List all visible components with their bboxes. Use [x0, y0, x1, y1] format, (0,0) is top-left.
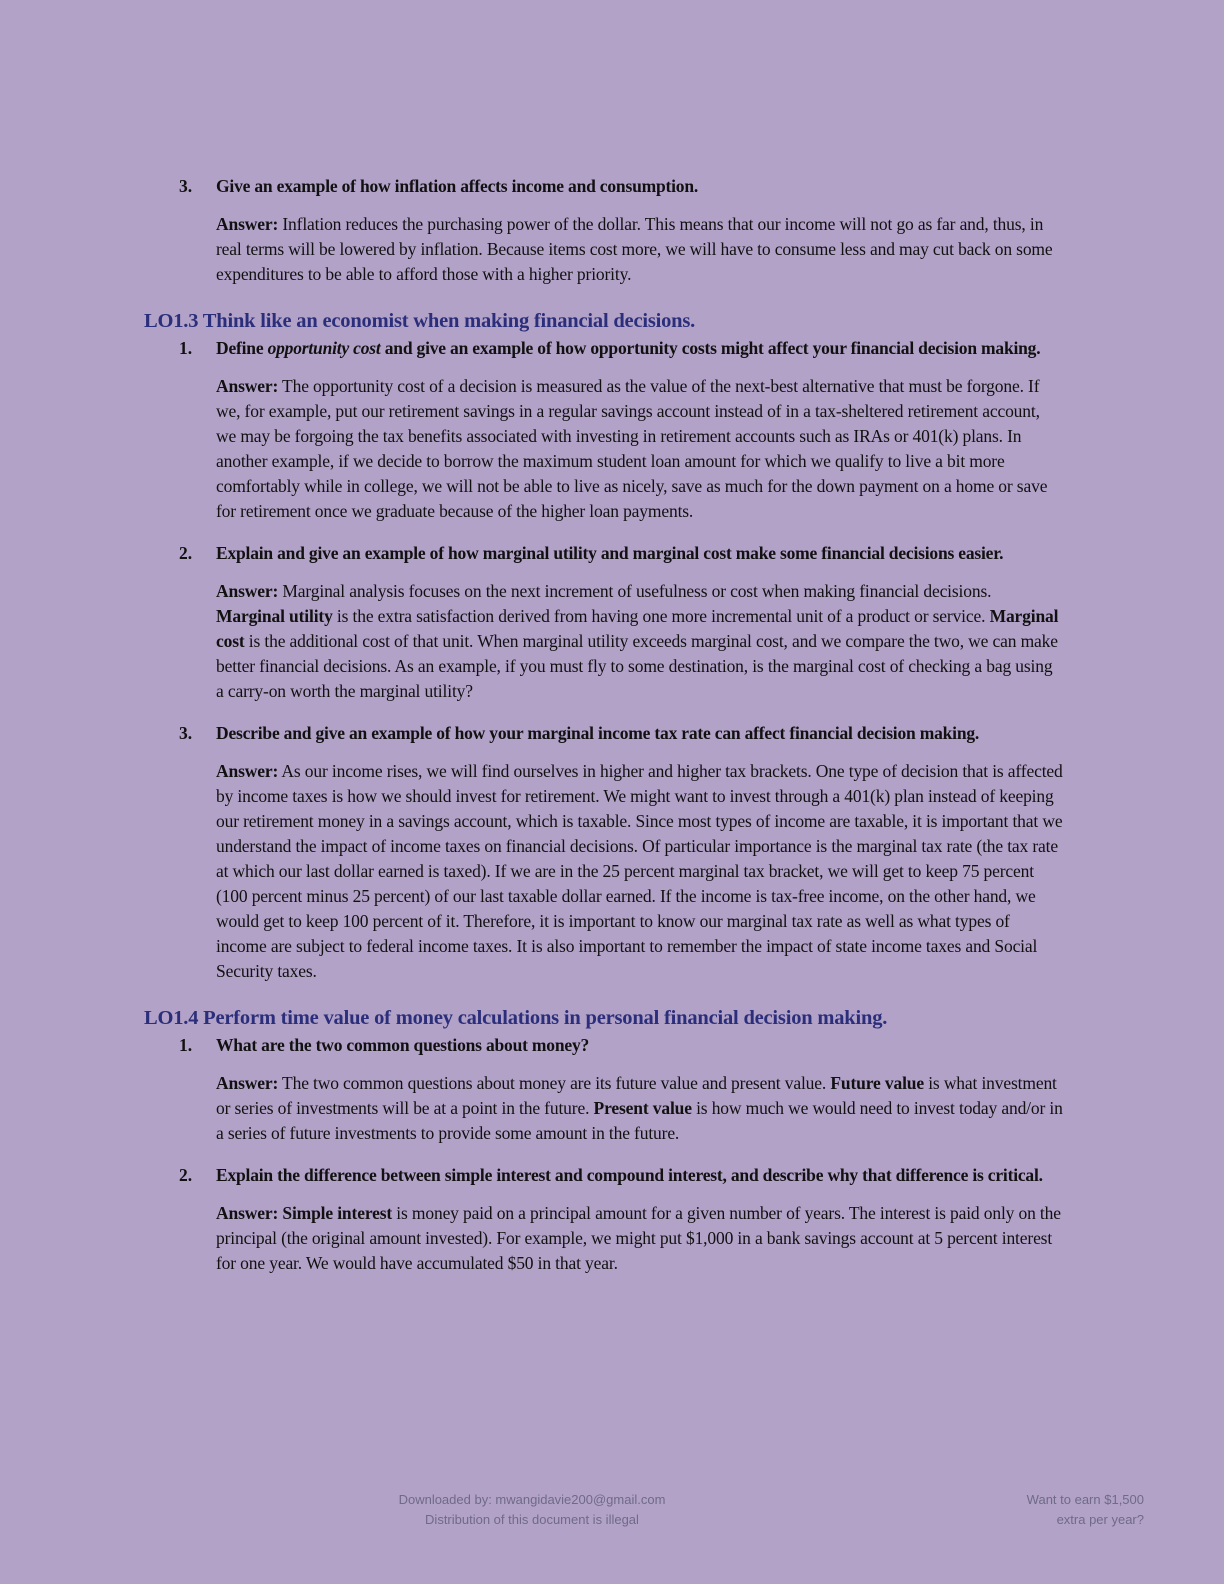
answer-term: Present value	[593, 1098, 692, 1118]
answer-body: is the extra satisfaction derived from having one more incremental unit of a product or service.	[332, 606, 990, 626]
question-2-simple-compound-interest	[144, 1163, 1064, 1276]
download-notice	[352, 1490, 712, 1530]
question-text	[216, 336, 1064, 361]
answer-text	[216, 1071, 1064, 1146]
distribution-notice: Distribution of this document is illegal	[425, 1512, 639, 1527]
question-text-part: Define	[216, 338, 268, 358]
answer-body: is what investment or series of investments will be at a point in the future.	[216, 1073, 1057, 1118]
answer-label: Answer:	[216, 376, 279, 396]
answer-body: is money paid on a principal amount for a given number of years. The interest is paid only on the principal (the original amount invested). For example, we might put $1,000 in a bank savings account at 5 percent interest for one year. We would have accumulated $50 in that year.	[216, 1203, 1061, 1273]
answer-label: Answer:	[216, 581, 279, 601]
earn-promo-line2[interactable]: extra per year?	[1056, 1512, 1144, 1527]
answer-body: Marginal analysis focuses on the next increment of usefulness or cost when making financial decisions.	[278, 581, 992, 601]
answer-text	[216, 1201, 1064, 1276]
answer-body: is how much we would need to invest today and/or in a series of future investments to provide some amount in the future.	[216, 1098, 1063, 1143]
question-3-inflation	[144, 174, 1064, 287]
answer-body: The opportunity cost of a decision is measured as the value of the next-best alternative that must be forgone. If we, for example, put our retirement savings in a regular savings account instead of in a tax-sheltered retirement account, we may be forgoing the tax benefits associated with investing in retirement accounts such as IRAs or 401(k) plans. In another example, if we decide to borrow the maximum student loan amount for which we qualify to live a bit more comfortably while in college, we will not be able to live as nicely, save as much for the down payment on a home or save for retirement once we graduate because of the higher loan payments.	[216, 376, 1048, 521]
answer-body: As our income rises, we will find ourselves in higher and higher tax brackets. One type of decision that is affected by income taxes is how we should invest for retirement. We might want to invest through a 401(k) plan instead of keeping our retirement money in a savings account, which is taxable. Since most types of income are taxable, it is important that we understand the impact of income taxes on financial decisions. Of particular importance is the marginal tax rate (the tax rate at which our last dollar earned is taxed). If we are in the 25 percent marginal tax bracket, we will get to keep 75 percent (100 percent minus 25 percent) of our last taxable dollar earned. If the income is tax-free income, on the other hand, we would get to keep 100 percent of it. Therefore, it is important to know our marginal tax rate as well as what types of income are subject to federal income taxes. It is also important to remember the impact of state income taxes and Social Security taxes.	[216, 761, 1063, 981]
question-number: 2.	[179, 1165, 193, 1185]
answer-label: Answer:	[216, 214, 279, 234]
answer-body: is the additional cost of that unit. When marginal utility exceeds marginal cost, and we compare the two, we can make better financial decisions. As an example, if you must fly to some destination, is the marginal cost of checking a bag using a carry-on worth the marginal utility?	[216, 631, 1058, 701]
question-3-marginal-tax-rate	[144, 721, 1064, 984]
question-number: 2.	[179, 543, 193, 563]
answer-term: Marginal utility	[216, 606, 333, 626]
downloaded-by-text: Downloaded by: mwangidavie200@gmail.com	[398, 1492, 666, 1507]
question-2-marginal-utility	[144, 541, 1064, 704]
question-1-money-questions	[144, 1033, 1064, 1146]
answer-term: Simple interest	[278, 1203, 393, 1223]
question-number: 1.	[179, 1035, 193, 1055]
question-1-opportunity-cost	[144, 336, 1064, 524]
earn-promo-link[interactable]	[940, 1490, 1144, 1530]
question-number: 1.	[179, 338, 193, 358]
page-content	[144, 174, 1064, 1276]
answer-text	[216, 759, 1064, 984]
answer-body: The two common questions about money are its future value and present value.	[278, 1073, 831, 1093]
question-text-part: and give an example of how opportunity costs might affect your financial decision making.	[380, 338, 1041, 358]
question-term: opportunity cost	[267, 338, 381, 358]
answer-label: Answer:	[216, 1073, 279, 1093]
answer-text	[216, 212, 1064, 287]
answer-label: Answer:	[216, 1203, 279, 1223]
question-number: 3.	[179, 176, 193, 196]
question-text: Explain and give an example of how marginal utility and marginal cost make some financial decisions easier.	[216, 543, 1004, 563]
question-text: Give an example of how inflation affects income and consumption.	[216, 176, 699, 196]
section-heading-lo14: LO1.4 Perform time value of money calculations in personal financial decision making.	[144, 1007, 888, 1029]
answer-label: Answer:	[216, 761, 279, 781]
question-text: Describe and give an example of how your marginal income tax rate can affect financial decision making.	[216, 723, 980, 743]
section-heading-lo13: LO1.3 Think like an economist when making financial decisions.	[144, 310, 696, 332]
question-number: 3.	[179, 723, 193, 743]
answer-term: Future value	[830, 1073, 924, 1093]
answer-term: Marginal cost	[216, 606, 1059, 651]
answer-text	[216, 374, 1064, 524]
answer-body: Inflation reduces the purchasing power of the dollar. This means that our income will not go as far and, thus, in real terms will be lowered by inflation. Because items cost more, we will have to consume less and may cut back on some expenditures to be able to afford those with a higher priority.	[216, 214, 1053, 284]
question-text: What are the two common questions about money?	[216, 1035, 590, 1055]
earn-promo-line1[interactable]: Want to earn $1,500	[1026, 1492, 1144, 1507]
question-text: Explain the difference between simple interest and compound interest, and describe why that difference is critical.	[216, 1165, 1043, 1185]
answer-text	[216, 579, 1064, 704]
